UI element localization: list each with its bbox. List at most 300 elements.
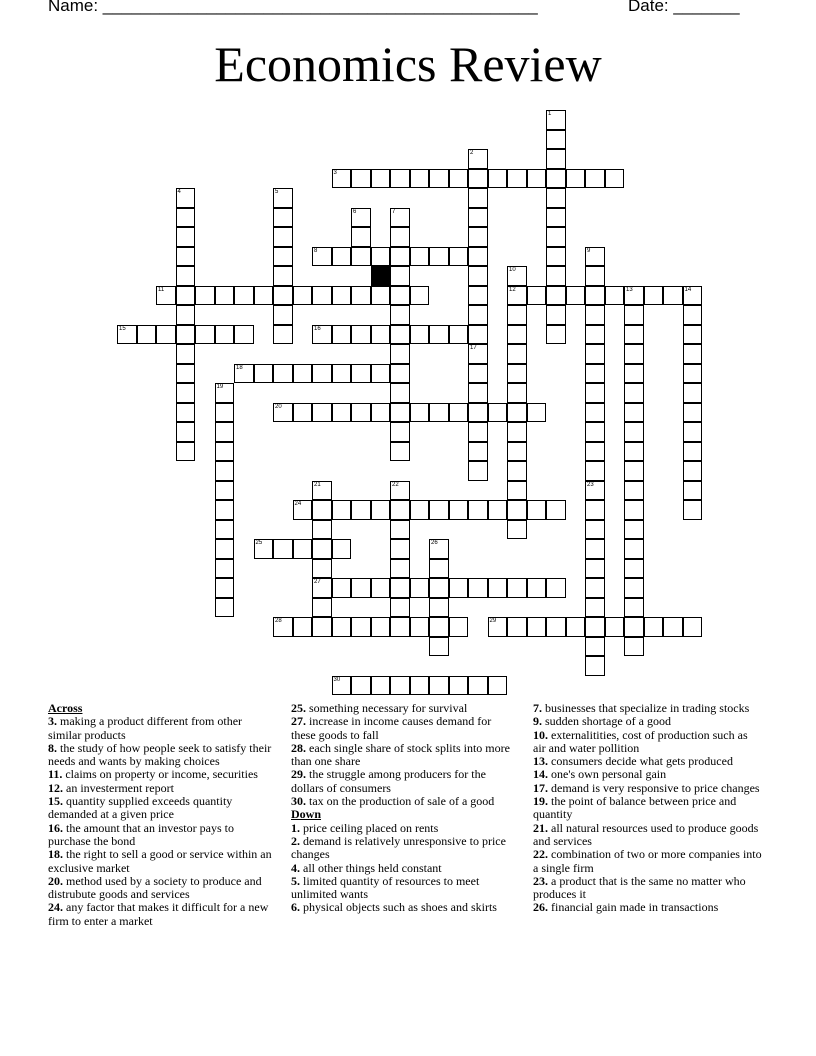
clue-item xyxy=(533,901,763,914)
grid-cell[interactable] xyxy=(429,325,449,345)
grid-cell[interactable] xyxy=(468,364,488,384)
grid-cell[interactable] xyxy=(156,286,176,306)
grid-cell[interactable] xyxy=(468,188,488,208)
grid-cell[interactable] xyxy=(332,617,352,637)
grid-cell[interactable] xyxy=(624,364,644,384)
grid-cell[interactable] xyxy=(449,247,469,267)
grid-cell[interactable] xyxy=(390,403,410,423)
grid-cell[interactable] xyxy=(585,598,605,618)
grid-cell[interactable] xyxy=(312,539,332,559)
grid-cell[interactable] xyxy=(683,403,703,423)
grid-cell[interactable] xyxy=(293,286,313,306)
grid-cell[interactable] xyxy=(390,617,410,637)
grid-cell[interactable] xyxy=(390,500,410,520)
clue-number: 25 xyxy=(255,540,263,546)
grid-cell[interactable] xyxy=(215,559,235,579)
grid-cell[interactable] xyxy=(351,500,371,520)
grid-cell[interactable] xyxy=(429,247,449,267)
grid-cell[interactable] xyxy=(215,286,235,306)
grid-cell[interactable] xyxy=(585,637,605,657)
grid-cell[interactable] xyxy=(683,305,703,325)
grid-cell[interactable] xyxy=(585,383,605,403)
clue-number: 6 xyxy=(353,208,357,215)
grid-cell[interactable] xyxy=(312,500,332,520)
grid-cell[interactable] xyxy=(449,676,469,696)
grid-cell[interactable] xyxy=(351,227,371,247)
grid-cell[interactable] xyxy=(390,422,410,442)
grid-cell[interactable] xyxy=(215,403,235,423)
grid-cell[interactable] xyxy=(312,325,332,345)
grid-cell[interactable] xyxy=(137,325,157,345)
grid-cell[interactable] xyxy=(527,169,547,189)
grid-cell[interactable] xyxy=(312,364,332,384)
grid-cell[interactable] xyxy=(546,169,566,189)
grid-cell[interactable] xyxy=(683,442,703,462)
grid-cell[interactable] xyxy=(585,403,605,423)
grid-cell[interactable] xyxy=(429,676,449,696)
grid-cell[interactable] xyxy=(390,676,410,696)
grid-cell[interactable] xyxy=(176,403,196,423)
grid-cell[interactable] xyxy=(507,403,527,423)
grid-cell[interactable] xyxy=(312,247,332,267)
grid-cell[interactable] xyxy=(429,169,449,189)
grid-cell[interactable] xyxy=(624,500,644,520)
grid-cell[interactable] xyxy=(585,481,605,501)
grid-cell[interactable] xyxy=(371,617,391,637)
grid-cell[interactable] xyxy=(273,364,293,384)
grid-cell[interactable] xyxy=(507,286,527,306)
grid-cell[interactable] xyxy=(215,578,235,598)
grid-cell[interactable] xyxy=(215,481,235,501)
grid-cell[interactable] xyxy=(468,266,488,286)
grid-cell[interactable] xyxy=(410,617,430,637)
grid-cell[interactable] xyxy=(507,325,527,345)
clue-number: 2 xyxy=(470,150,474,156)
grid-cell[interactable] xyxy=(312,598,332,618)
grid-cell[interactable] xyxy=(468,676,488,696)
grid-cell[interactable] xyxy=(624,539,644,559)
grid-cell[interactable] xyxy=(585,617,605,637)
grid-cell[interactable] xyxy=(527,617,547,637)
grid-cell[interactable] xyxy=(390,169,410,189)
grid-cell[interactable] xyxy=(449,617,469,637)
grid-cell[interactable] xyxy=(273,325,293,345)
grid-cell[interactable] xyxy=(351,676,371,696)
grid-cell[interactable] xyxy=(176,247,196,267)
grid-cell[interactable] xyxy=(546,130,566,150)
grid-cell[interactable] xyxy=(176,442,196,462)
grid-cell[interactable] xyxy=(351,403,371,423)
grid-cell[interactable] xyxy=(254,539,274,559)
grid-cell[interactable] xyxy=(293,364,313,384)
grid-cell[interactable] xyxy=(254,364,274,384)
grid-cell[interactable] xyxy=(371,325,391,345)
grid-cell[interactable] xyxy=(390,539,410,559)
grid-cell[interactable] xyxy=(585,364,605,384)
grid-cell[interactable] xyxy=(293,539,313,559)
grid-cell[interactable] xyxy=(390,286,410,306)
grid-cell[interactable] xyxy=(546,617,566,637)
grid-cell[interactable] xyxy=(273,188,293,208)
grid-cell[interactable] xyxy=(507,364,527,384)
grid-cell[interactable] xyxy=(546,500,566,520)
grid-cell[interactable] xyxy=(683,461,703,481)
grid-cell[interactable] xyxy=(390,305,410,325)
grid-cell[interactable] xyxy=(585,305,605,325)
grid-cell[interactable] xyxy=(468,305,488,325)
grid-cell[interactable] xyxy=(390,559,410,579)
grid-cell[interactable] xyxy=(546,286,566,306)
grid-cell[interactable] xyxy=(410,578,430,598)
grid-cell[interactable] xyxy=(546,188,566,208)
grid-cell[interactable] xyxy=(117,325,137,345)
grid-cell[interactable] xyxy=(585,559,605,579)
grid-cell[interactable] xyxy=(371,247,391,267)
grid-cell[interactable] xyxy=(351,169,371,189)
grid-cell[interactable] xyxy=(410,286,430,306)
grid-cell[interactable] xyxy=(390,364,410,384)
grid-cell[interactable] xyxy=(449,403,469,423)
grid-cell[interactable] xyxy=(507,305,527,325)
clue-section-heading: Across xyxy=(48,701,83,715)
grid-cell[interactable] xyxy=(527,403,547,423)
grid-cell[interactable] xyxy=(410,676,430,696)
grid-cell[interactable] xyxy=(449,169,469,189)
grid-cell[interactable] xyxy=(468,383,488,403)
grid-cell[interactable] xyxy=(351,325,371,345)
grid-cell[interactable] xyxy=(683,617,703,637)
clue-item-text: each single share of stock splits into more than one share xyxy=(291,740,510,769)
grid-cell[interactable] xyxy=(683,422,703,442)
grid-cell[interactable] xyxy=(332,364,352,384)
grid-cell[interactable] xyxy=(293,403,313,423)
clue-item-text: the study of how people seek to satisfy their needs and wants by making choices xyxy=(48,740,272,769)
grid-cell[interactable] xyxy=(585,266,605,286)
grid-cell[interactable] xyxy=(215,442,235,462)
grid-cell[interactable] xyxy=(390,247,410,267)
grid-cell[interactable] xyxy=(468,169,488,189)
grid-cell[interactable] xyxy=(429,617,449,637)
grid-cell[interactable] xyxy=(546,227,566,247)
grid-cell[interactable] xyxy=(449,500,469,520)
grid-cell[interactable] xyxy=(468,208,488,228)
grid-cell[interactable] xyxy=(254,286,274,306)
grid-cell[interactable] xyxy=(488,169,508,189)
grid-cell[interactable] xyxy=(410,500,430,520)
grid-cell[interactable] xyxy=(215,325,235,345)
grid-cell[interactable] xyxy=(624,442,644,462)
grid-cell[interactable] xyxy=(351,208,371,228)
grid-cell[interactable] xyxy=(488,403,508,423)
grid-cell[interactable] xyxy=(546,208,566,228)
grid-cell[interactable] xyxy=(585,442,605,462)
grid-cell[interactable] xyxy=(215,500,235,520)
grid-cell[interactable] xyxy=(390,325,410,345)
grid-cell[interactable] xyxy=(468,149,488,169)
grid-cell[interactable] xyxy=(488,500,508,520)
grid-cell[interactable] xyxy=(546,149,566,169)
grid-cell[interactable] xyxy=(507,461,527,481)
grid-cell[interactable] xyxy=(332,403,352,423)
grid-cell[interactable] xyxy=(488,578,508,598)
grid-cell[interactable] xyxy=(332,500,352,520)
grid-cell[interactable] xyxy=(605,169,625,189)
grid-cell[interactable] xyxy=(585,520,605,540)
grid-cell[interactable] xyxy=(468,227,488,247)
grid-cell[interactable] xyxy=(468,461,488,481)
grid-cell[interactable] xyxy=(624,637,644,657)
grid-cell[interactable] xyxy=(234,286,254,306)
clue-item-number: 22. xyxy=(533,847,548,862)
grid-cell[interactable] xyxy=(624,598,644,618)
grid-cell[interactable] xyxy=(156,325,176,345)
grid-cell[interactable] xyxy=(390,578,410,598)
grid-cell[interactable] xyxy=(605,286,625,306)
grid-cell[interactable] xyxy=(624,520,644,540)
grid-cell[interactable] xyxy=(215,383,235,403)
grid-cell[interactable] xyxy=(683,383,703,403)
grid-cell[interactable] xyxy=(351,617,371,637)
grid-cell[interactable] xyxy=(332,676,352,696)
grid-cell[interactable] xyxy=(566,286,586,306)
grid-cell[interactable] xyxy=(390,227,410,247)
grid-cell[interactable] xyxy=(585,539,605,559)
grid-cell[interactable] xyxy=(468,422,488,442)
grid-cell[interactable] xyxy=(176,188,196,208)
grid-cell[interactable] xyxy=(176,325,196,345)
grid-cell[interactable] xyxy=(371,286,391,306)
grid-cell[interactable] xyxy=(507,500,527,520)
grid-cell[interactable] xyxy=(273,286,293,306)
grid-cell[interactable] xyxy=(176,286,196,306)
grid-cell[interactable] xyxy=(585,325,605,345)
grid-cell[interactable] xyxy=(527,578,547,598)
grid-cell[interactable] xyxy=(624,403,644,423)
grid-cell[interactable] xyxy=(390,208,410,228)
grid-cell[interactable] xyxy=(332,169,352,189)
grid-cell[interactable] xyxy=(468,500,488,520)
grid-cell[interactable] xyxy=(546,305,566,325)
grid-cell[interactable] xyxy=(585,578,605,598)
grid-cell[interactable] xyxy=(371,364,391,384)
grid-cell[interactable] xyxy=(507,344,527,364)
grid-cell[interactable] xyxy=(546,247,566,267)
grid-cell[interactable] xyxy=(663,617,683,637)
grid-cell[interactable] xyxy=(624,344,644,364)
grid-cell[interactable] xyxy=(332,539,352,559)
grid-cell[interactable] xyxy=(273,539,293,559)
grid-cell[interactable] xyxy=(215,520,235,540)
grid-cell[interactable] xyxy=(429,500,449,520)
grid-cell[interactable] xyxy=(546,110,566,130)
grid-cell[interactable] xyxy=(468,286,488,306)
grid-cell[interactable] xyxy=(176,208,196,228)
grid-cell[interactable] xyxy=(585,422,605,442)
grid-cell[interactable] xyxy=(585,500,605,520)
grid-cell[interactable] xyxy=(273,305,293,325)
clue-item xyxy=(291,875,513,902)
grid-cell[interactable] xyxy=(585,247,605,267)
grid-cell[interactable] xyxy=(390,520,410,540)
grid-cell[interactable] xyxy=(410,247,430,267)
grid-cell[interactable] xyxy=(585,344,605,364)
grid-cell[interactable] xyxy=(507,520,527,540)
grid-cell[interactable] xyxy=(273,266,293,286)
grid-cell[interactable] xyxy=(215,598,235,618)
grid-cell[interactable] xyxy=(644,617,664,637)
grid-cell[interactable] xyxy=(468,247,488,267)
grid-cell[interactable] xyxy=(429,598,449,618)
grid-cell[interactable] xyxy=(663,286,683,306)
grid-cell[interactable] xyxy=(351,364,371,384)
grid-cell[interactable] xyxy=(176,344,196,364)
grid-cell[interactable] xyxy=(293,617,313,637)
grid-cell[interactable] xyxy=(351,578,371,598)
grid-cell[interactable] xyxy=(273,617,293,637)
grid-cell[interactable] xyxy=(507,481,527,501)
grid-cell[interactable] xyxy=(429,403,449,423)
grid-cell[interactable] xyxy=(371,169,391,189)
grid-cell[interactable] xyxy=(351,286,371,306)
grid-cell[interactable] xyxy=(507,383,527,403)
grid-cell[interactable] xyxy=(624,578,644,598)
grid-cell[interactable] xyxy=(683,286,703,306)
grid-cell[interactable] xyxy=(390,481,410,501)
grid-cell[interactable] xyxy=(312,520,332,540)
grid-cell[interactable] xyxy=(215,539,235,559)
grid-cell[interactable] xyxy=(410,169,430,189)
grid-cell[interactable] xyxy=(176,383,196,403)
grid-cell[interactable] xyxy=(449,325,469,345)
grid-cell[interactable] xyxy=(351,247,371,267)
grid-cell[interactable] xyxy=(624,422,644,442)
grid-cell[interactable] xyxy=(195,286,215,306)
grid-cell[interactable] xyxy=(683,500,703,520)
grid-cell[interactable] xyxy=(624,305,644,325)
grid-cell[interactable] xyxy=(507,442,527,462)
grid-cell[interactable] xyxy=(488,617,508,637)
grid-cell[interactable] xyxy=(332,247,352,267)
clue-item-text: the right to sell a good or service within an exclusive market xyxy=(48,847,272,875)
grid-cell[interactable] xyxy=(176,305,196,325)
grid-cell[interactable] xyxy=(546,578,566,598)
grid-cell[interactable] xyxy=(195,325,215,345)
grid-cell[interactable] xyxy=(273,227,293,247)
grid-cell[interactable] xyxy=(527,286,547,306)
grid-cell[interactable] xyxy=(312,481,332,501)
grid-cell[interactable] xyxy=(371,403,391,423)
grid-cell[interactable] xyxy=(332,286,352,306)
grid-cell[interactable] xyxy=(312,559,332,579)
grid-cell[interactable] xyxy=(234,364,254,384)
grid-cell[interactable] xyxy=(215,422,235,442)
grid-cell[interactable] xyxy=(176,227,196,247)
grid-cell[interactable] xyxy=(546,266,566,286)
grid-cell[interactable] xyxy=(468,344,488,364)
grid-cell[interactable] xyxy=(312,403,332,423)
grid-cell[interactable] xyxy=(585,656,605,676)
grid-cell[interactable] xyxy=(566,169,586,189)
grid-cell[interactable] xyxy=(429,637,449,657)
grid-cell[interactable] xyxy=(312,617,332,637)
grid-cell[interactable] xyxy=(390,383,410,403)
grid-cell[interactable] xyxy=(273,208,293,228)
grid-cell[interactable] xyxy=(468,442,488,462)
grid-cell[interactable] xyxy=(507,578,527,598)
grid-cell[interactable] xyxy=(429,539,449,559)
clue-item-number: 9. xyxy=(533,714,542,729)
grid-cell[interactable] xyxy=(176,422,196,442)
grid-cell[interactable] xyxy=(410,403,430,423)
grid-cell[interactable] xyxy=(507,169,527,189)
grid-cell[interactable] xyxy=(371,500,391,520)
grid-cell[interactable] xyxy=(683,481,703,501)
grid-cell[interactable] xyxy=(624,286,644,306)
grid-cell[interactable] xyxy=(234,325,254,345)
grid-cell[interactable] xyxy=(293,500,313,520)
clue-item-number: 25. xyxy=(291,701,306,715)
grid-cell[interactable] xyxy=(507,422,527,442)
grid-cell[interactable] xyxy=(273,247,293,267)
grid-cell[interactable] xyxy=(527,500,547,520)
grid-cell[interactable] xyxy=(273,403,293,423)
clue-item xyxy=(48,875,274,902)
grid-cell[interactable] xyxy=(332,325,352,345)
grid-cell[interactable] xyxy=(312,286,332,306)
grid-cell[interactable] xyxy=(390,344,410,364)
grid-cell[interactable] xyxy=(449,578,469,598)
grid-cell[interactable] xyxy=(683,325,703,345)
grid-cell[interactable] xyxy=(390,442,410,462)
grid-cell[interactable] xyxy=(683,344,703,364)
grid-cell[interactable] xyxy=(410,325,430,345)
clue-item-text: making a product different from other similar products xyxy=(48,714,243,742)
grid-cell[interactable] xyxy=(507,617,527,637)
grid-cell[interactable] xyxy=(332,578,352,598)
grid-cell[interactable] xyxy=(624,617,644,637)
grid-cell[interactable] xyxy=(468,403,488,423)
grid-cell[interactable] xyxy=(429,559,449,579)
grid-cell[interactable] xyxy=(468,578,488,598)
grid-cell[interactable] xyxy=(176,364,196,384)
grid-cell[interactable] xyxy=(585,169,605,189)
grid-cell[interactable] xyxy=(429,578,449,598)
grid-cell[interactable] xyxy=(566,617,586,637)
grid-cell[interactable] xyxy=(624,325,644,345)
grid-cell[interactable] xyxy=(488,676,508,696)
grid-cell[interactable] xyxy=(390,266,410,286)
grid-cell[interactable] xyxy=(371,578,391,598)
grid-cell[interactable] xyxy=(312,578,332,598)
grid-cell[interactable] xyxy=(624,461,644,481)
grid-cell[interactable] xyxy=(390,598,410,618)
grid-cell[interactable] xyxy=(468,325,488,345)
grid-cell[interactable] xyxy=(546,325,566,345)
grid-cell[interactable] xyxy=(215,461,235,481)
grid-cell[interactable] xyxy=(624,559,644,579)
grid-cell[interactable] xyxy=(644,286,664,306)
grid-cell[interactable] xyxy=(507,266,527,286)
grid-cell[interactable] xyxy=(605,617,625,637)
grid-cell[interactable] xyxy=(683,364,703,384)
grid-cell[interactable] xyxy=(624,481,644,501)
grid-cell[interactable] xyxy=(176,266,196,286)
clue-item-text: physical objects such as shoes and skirts xyxy=(300,900,497,915)
grid-cell[interactable] xyxy=(585,461,605,481)
grid-cell[interactable] xyxy=(585,286,605,306)
grid-cell[interactable] xyxy=(624,383,644,403)
grid-cell[interactable] xyxy=(371,676,391,696)
